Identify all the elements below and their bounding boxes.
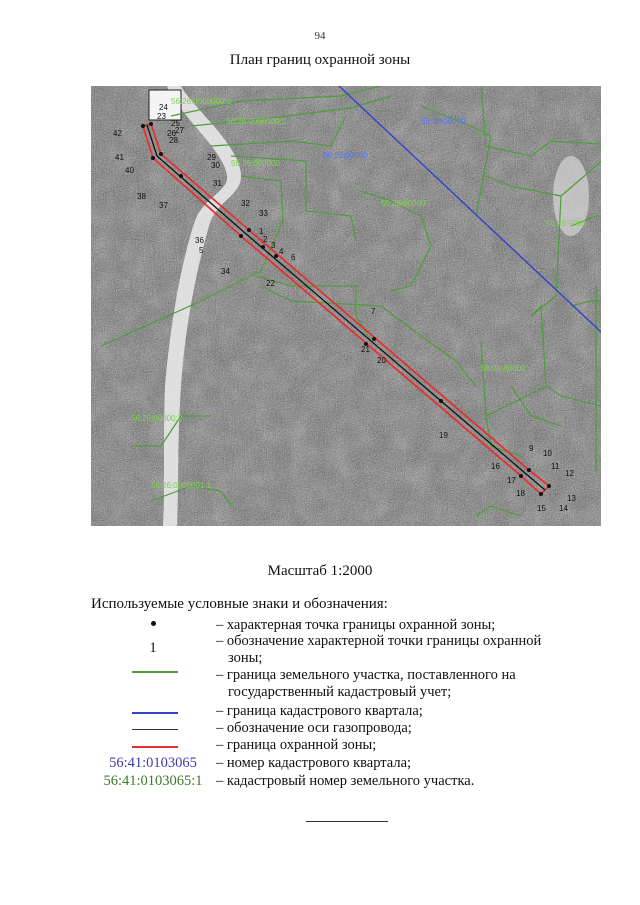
svg-text:56:26:00000: 56:26:00000 bbox=[481, 364, 526, 373]
svg-text:16: 16 bbox=[491, 462, 500, 471]
svg-text:5: 5 bbox=[199, 246, 204, 255]
svg-text:20: 20 bbox=[377, 356, 386, 365]
svg-text:25: 25 bbox=[171, 119, 180, 128]
legend-text: – характерная точка границы охранной зоны; bbox=[216, 617, 496, 633]
red-line-symbol bbox=[91, 737, 215, 755]
svg-text:13: 13 bbox=[567, 494, 576, 503]
parcel-number-symbol: 56:41:0103065:1 bbox=[103, 773, 203, 789]
svg-text:29: 29 bbox=[207, 153, 216, 162]
svg-text:2: 2 bbox=[263, 235, 268, 244]
green-line-symbol bbox=[91, 667, 215, 685]
svg-text:19: 19 bbox=[439, 431, 448, 440]
svg-text:56:26:000000: 56:26:000000 bbox=[231, 159, 280, 168]
svg-text:6: 6 bbox=[291, 253, 296, 262]
svg-text:28: 28 bbox=[169, 136, 178, 145]
map-scale: Масштаб 1:2000 bbox=[267, 563, 373, 579]
svg-text:56:26:0000001:1: 56:26:0000001:1 bbox=[151, 481, 212, 490]
protection-zone-map[interactable] bbox=[91, 86, 601, 526]
svg-text:7: 7 bbox=[371, 307, 376, 316]
svg-text:14: 14 bbox=[559, 504, 568, 513]
svg-text:38: 38 bbox=[137, 192, 146, 201]
svg-text:1: 1 bbox=[259, 227, 264, 236]
legend-text: – обозначение характерной точки границы охранной зоны; bbox=[216, 633, 542, 666]
svg-text:56:26:00000:2: 56:26:00000:2 bbox=[131, 414, 183, 423]
svg-text:17: 17 bbox=[507, 476, 516, 485]
legend-text: – кадастровый номер земельного участка. bbox=[216, 773, 475, 789]
legend-item-point-label bbox=[91, 633, 611, 669]
svg-text:18: 18 bbox=[516, 489, 525, 498]
svg-text:36: 36 bbox=[195, 236, 204, 245]
svg-text:40: 40 bbox=[125, 166, 134, 175]
svg-text:3: 3 bbox=[271, 241, 276, 250]
legend-item-quarter-number bbox=[91, 755, 611, 773]
svg-text:31: 31 bbox=[213, 179, 222, 188]
svg-text:9: 9 bbox=[529, 444, 534, 453]
legend-text: – номер кадастрового квартала; bbox=[216, 755, 412, 771]
plan-title: План границ охранной зоны bbox=[229, 52, 411, 68]
svg-text:10: 10 bbox=[543, 449, 552, 458]
legend-item-parcel-boundary bbox=[91, 667, 611, 703]
point-number-symbol: 1 bbox=[149, 640, 157, 656]
legend-text: – граница земельного участка, поставленного на государственный кадастровый учет; bbox=[216, 667, 516, 700]
svg-text:56:26:00000: 56:26:00000 bbox=[323, 151, 368, 160]
legend-item-protection-zone bbox=[91, 737, 611, 755]
legend-text: – граница охранной зоны; bbox=[216, 737, 377, 753]
svg-text:56:26:00000: 56:26:00000 bbox=[381, 199, 426, 208]
svg-text:41: 41 bbox=[115, 153, 124, 162]
legend-item-gas-axis bbox=[91, 720, 611, 738]
page-number: 94 bbox=[314, 30, 326, 42]
svg-text:23: 23 bbox=[157, 112, 166, 121]
legend-heading: Используемые условные знаки и обозначения: bbox=[91, 596, 388, 612]
svg-text:34: 34 bbox=[221, 267, 230, 276]
black-line-symbol bbox=[91, 720, 215, 738]
svg-text:11: 11 bbox=[551, 462, 560, 471]
legend-text: – обозначение оси газопровода; bbox=[216, 720, 412, 736]
svg-text:42: 42 bbox=[113, 129, 122, 138]
svg-text:26: 26 bbox=[167, 129, 176, 138]
svg-text:56:26:00000: 56:26:00000 bbox=[421, 117, 466, 126]
legend-text: – граница кадастрового квартала; bbox=[216, 703, 423, 719]
svg-text:56:26:0000000:1: 56:26:0000000:1 bbox=[226, 117, 287, 126]
legend-item-parcel-number bbox=[91, 773, 611, 791]
svg-text:30: 30 bbox=[211, 161, 220, 170]
quarter-number-symbol: 56:41:0103065 bbox=[109, 755, 197, 771]
svg-text:12: 12 bbox=[565, 469, 574, 478]
svg-text:21: 21 bbox=[361, 345, 370, 354]
svg-text:24: 24 bbox=[159, 103, 168, 112]
svg-text:32: 32 bbox=[241, 199, 250, 208]
svg-text:15: 15 bbox=[537, 504, 546, 513]
svg-text:4: 4 bbox=[279, 247, 284, 256]
blue-line-symbol bbox=[91, 703, 215, 721]
svg-text:37: 37 bbox=[159, 201, 168, 210]
legend-item-quarter-boundary bbox=[91, 703, 611, 721]
map-svg bbox=[91, 86, 601, 526]
svg-text:33: 33 bbox=[259, 209, 268, 218]
svg-text:56:26:0000000:1: 56:26:0000000:1 bbox=[171, 97, 232, 106]
svg-text:22: 22 bbox=[266, 279, 275, 288]
footer-divider bbox=[306, 821, 388, 822]
svg-text:56:26:0000: 56:26:0000 bbox=[546, 219, 587, 228]
svg-text:27: 27 bbox=[175, 126, 184, 135]
